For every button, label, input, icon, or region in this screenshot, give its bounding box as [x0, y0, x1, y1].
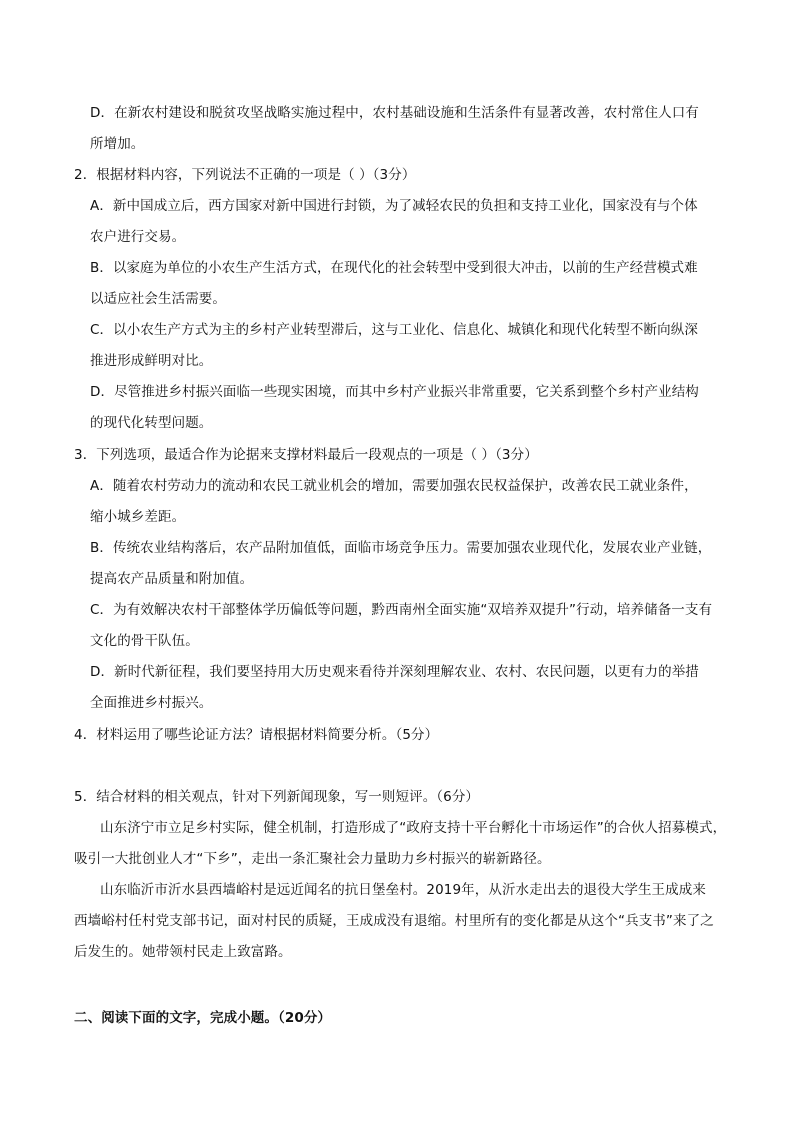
q3-option-c-line2: 文化的骨干队伍。: [90, 633, 199, 649]
q2-option-b-line1: B．以家庭为单位的小农生产生活方式，在现代化的社会转型中受到很大冲击，以前的生产经营模式难: [90, 260, 698, 276]
q4-stem: 4．材料运用了哪些论证方法？请根据材料简要分析。（5分）: [74, 727, 439, 743]
q2-option-d-line1: D．尽管推进乡村振兴面临一些现实困境，而其中乡村产业振兴非常重要，它关系到整个乡村产业结构: [90, 384, 699, 400]
q2-option-d-line2: 的现代化转型问题。: [90, 415, 213, 431]
q2-option-a-line2: 农户进行交易。: [90, 229, 186, 245]
q3-option-c-line1: C．为有效解决农村干部整体学历偏低等问题，黔西南州全面实施“双培养双提升”行动，培养储备一支有: [90, 602, 713, 618]
q1-option-d-line1: D．在新农村建设和脱贫攻坚战略实施过程中，农村基础设施和生活条件有显著改善，农村常住人口有: [90, 105, 699, 121]
q3-option-d-line1: D．新时代新征程，我们要坚持用大历史观来看待并深刻理解农业、农村、农民问题，以更有力的举措: [90, 664, 699, 680]
q3-option-a-line1: A．随着农村劳动力的流动和农民工就业机会的增加，需要加强农民权益保护，改善农民工就业条件，: [90, 478, 698, 494]
q5-stem: 5．结合材料的相关观点，针对下列新闻现象，写一则短评。（6分）: [74, 789, 480, 805]
section-2-heading: 二、阅读下面的文字，完成小题。（20分）: [74, 1010, 332, 1026]
q5-news2-line3: 后发生的。她带领村民走上致富路。: [74, 944, 292, 960]
q2-option-a-line1: A．新中国成立后，西方国家对新中国进行封锁，为了减轻农民的负担和支持工业化，国家没有与个体: [90, 198, 698, 214]
q3-option-b-line2: 提高农产品质量和附加值。: [90, 571, 254, 587]
q2-stem: 2．根据材料内容，下列说法不正确的一项是（ ）（3分）: [74, 167, 416, 183]
q2-option-b-line2: 以适应社会生活需要。: [90, 291, 226, 307]
q3-option-d-line2: 全面推进乡村振兴。: [90, 695, 213, 711]
q3-option-a-line2: 缩小城乡差距。: [90, 509, 186, 525]
q5-news1-line2: 吸引一大批创业人才“下乡”，走出一条汇聚社会力量助力乡村振兴的崭新路径。: [74, 851, 551, 867]
q5-news1-line1: 山东济宁市立足乡村实际，健全机制，打造形成了“政府支持十平台孵化十市场运作”的合伙人招募模式，: [100, 820, 727, 836]
q3-option-b-line1: B．传统农业结构落后，农产品附加值低，面临市场竞争压力。需要加强农业现代化，发展农业产业链，: [90, 540, 712, 556]
q3-stem: 3．下列选项，最适合作为论据来支撑材料最后一段观点的一项是（ ）（3分）: [74, 447, 538, 463]
q5-news2-line1: 山东临沂市沂水县西墙峪村是远近闻名的抗日堡垒村。2019年，从沂水走出去的退役大学生王成成来: [100, 882, 706, 898]
q5-news2-line2: 西墙峪村任村党支部书记，面对村民的质疑，王成成没有退缩。村里所有的变化都是从这个“兵支书”来了之: [74, 913, 714, 929]
q2-option-c-line1: C．以小农生产方式为主的乡村产业转型滞后，这与工业化、信息化、城镇化和现代化转型不断向纵深: [90, 322, 698, 338]
q2-option-c-line2: 推进形成鲜明对比。: [90, 353, 213, 369]
q1-option-d-line2: 所增加。: [90, 136, 145, 152]
